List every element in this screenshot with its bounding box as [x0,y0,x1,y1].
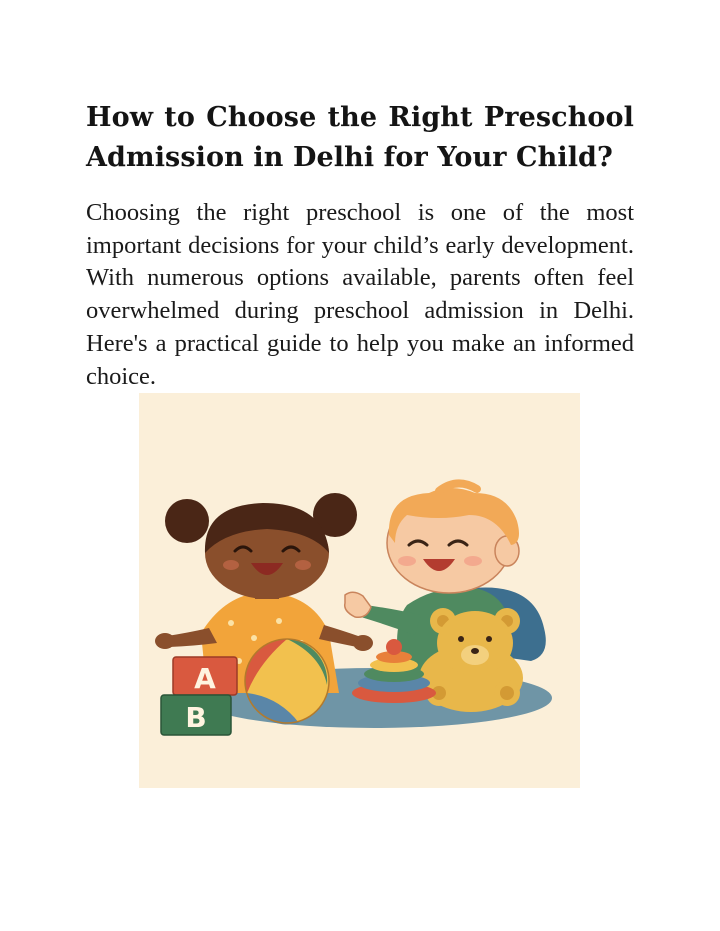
beach-ball [245,639,329,725]
article-title: How to Choose the Right Preschool Admission in Delhi for Your Child? [86,102,634,173]
children-playing-illustration [139,393,580,788]
alphabet-blocks [161,657,237,735]
block-b-letter: B [185,701,207,734]
teddy-bear [419,608,523,712]
block-a-letter: A [194,662,216,695]
article-intro-paragraph: Choosing the right preschool is one of the most important decisions for your child’s early development. With numerous options available, parents often feel overwhelmed during preschool admission in Delhi. Here's a practical guide to help you make an informed choice. [86,199,634,390]
